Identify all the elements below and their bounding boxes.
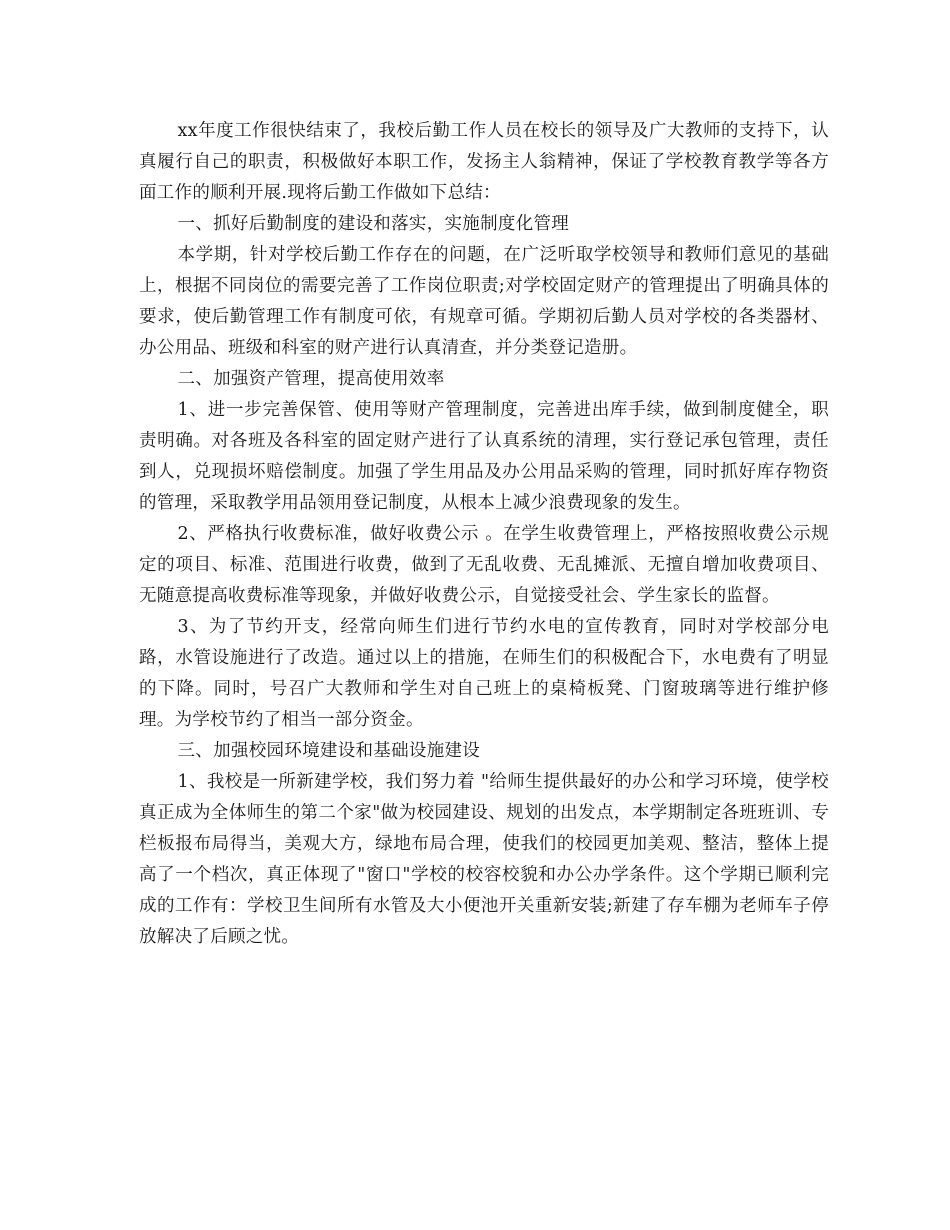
body-paragraph: 1、我校是一所新建学校，我们努力着 "给师生提供最好的办公和学习环境，使学校真正成为全体师生的第二个家"做为校园建设、规划的出发点，本学期制定各班班训、专栏板报布局得当，美观大方，绿地布局合理，使我们的校园更加美观、整洁，整体上提高了一个档次，真正体现了"窗口"学校的校容校貌和办公办学条件。这个学期已顺利完成的工作有：学校卫生间所有水管及大小便池开关重新安装;新建了存车棚为老师车子停放解决了后顾之忧。 [139, 772, 829, 947]
body-paragraph: 2、严格执行收费标准，做好收费公示 。在学生收费管理上，严格按照收费公示规定的项目、标准、范围进行收费，做到了无乱收费、无乱摊派、无擅自增加收费项目、无随意提高收费标准等现象，并做好收费公示，自觉接受社会、学生家长的监督。 [139, 524, 829, 606]
body-paragraph: 3、为了节约开支，经常向师生们进行节约水电的宣传教育，同时对学校部分电路，水管设施进行了改造。通过以上的措施，在师生们的积极配合下，水电费有了明显的下降。同时，号召广大教师和学生对自己班上的桌椅板凳、门窗玻璃等进行维护修理。为学校节约了相当一部分资金。 [139, 617, 829, 730]
section-heading-3: 三、加强校园环境建设和基础设施建设 [177, 741, 481, 761]
intro-paragraph: xx年度工作很快结束了，我校后勤工作人员在校长的领导及广大教师的支持下，认真履行自己的职责，积极做好本职工作，发扬主人翁精神，保证了学校教育教学等各方面工作的顺利开展.现将后勤工作做如下总结： [139, 121, 829, 203]
section-heading-2: 二、加强资产管理，提高使用效率 [177, 369, 445, 389]
document-body [139, 116, 829, 953]
body-paragraph: 1、进一步完善保管、使用等财产管理制度，完善进出库手续，做到制度健全，职责明确。对各班及各科室的固定财产进行了认真系统的清理，实行登记承包管理，责任到人，兑现损坏赔偿制度。加强了学生用品及办公用品采购的管理，同时抓好库存物资的管理，采取教学用品领用登记制度，从根本上减少浪费现象的发生。 [139, 400, 829, 513]
section-heading-1: 一、抓好后勤制度的建设和落实，实施制度化管理 [177, 214, 570, 234]
body-paragraph: 本学期，针对学校后勤工作存在的问题，在广泛听取学校领导和教师们意见的基础上，根据不同岗位的需要完善了工作岗位职责;对学校固定财产的管理提出了明确具体的要求，使后勤管理工作有制度可依，有规章可循。学期初后勤人员对学校的各类器材、办公用品、班级和科室的财产进行认真清查，并分类登记造册。 [139, 245, 829, 358]
